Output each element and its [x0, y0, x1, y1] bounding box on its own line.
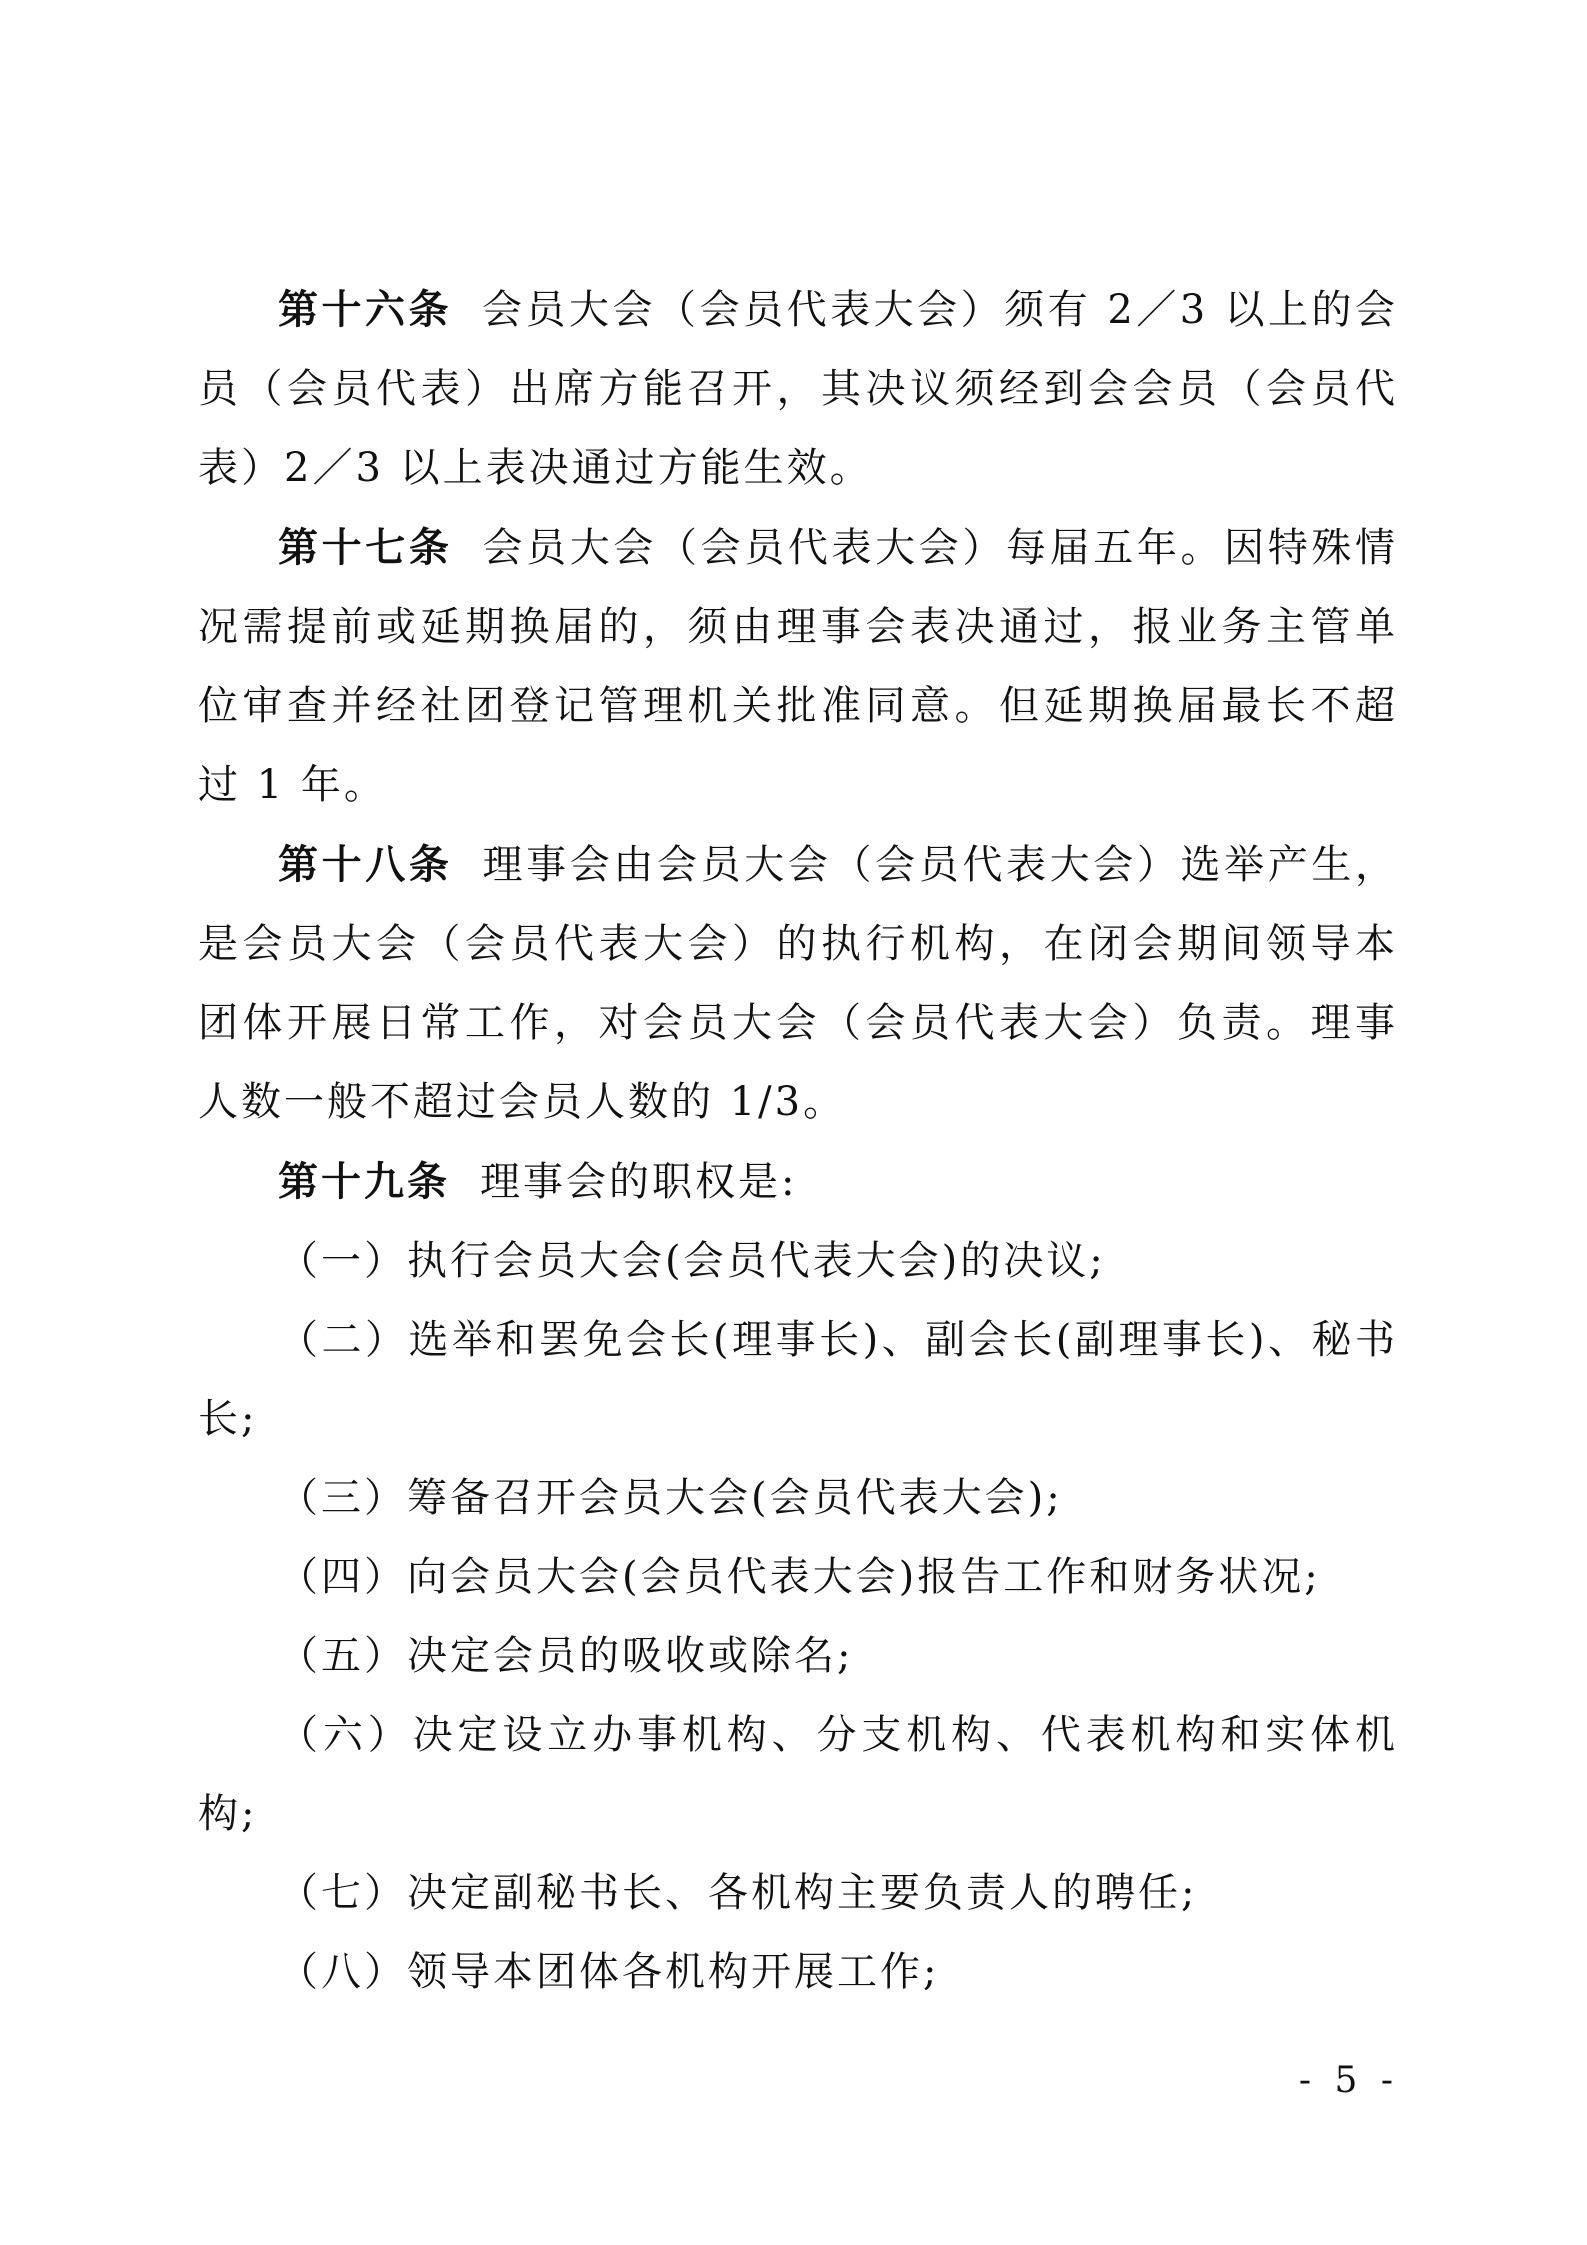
article-text: 会员大会（会员代表大会）须有 2／3 以上的会员（会员代表）出席方能召开，其决议须经到会会员（会员代表）2／3 以上表决通过方能生效。 [198, 287, 1399, 491]
article-label: 第十六条 [278, 286, 453, 333]
article-18 [198, 825, 1398, 1142]
article-19 [198, 1142, 1398, 1222]
list-item: （一）执行会员大会(会员代表大会)的决议; [278, 1238, 1106, 1284]
article-text: 理事会的职权是: [480, 1159, 798, 1205]
article-label: 第十八条 [278, 841, 453, 888]
article-16 [198, 270, 1398, 508]
list-item: （七）决定副秘书长、各机构主要负责人的聘任; [278, 1870, 1198, 1916]
list-item: （二）选举和罢免会长(理事长)、副会长(副理事长)、秘书长; [198, 1317, 1398, 1442]
article-17 [198, 508, 1398, 825]
list-item: （六）决定设立办事机构、分支机构、代表机构和实体机构; [198, 1712, 1398, 1837]
list-item: （五）决定会员的吸收或除名; [278, 1633, 854, 1679]
list-item: （四）向会员大会(会员代表大会)报告工作和财务状况; [278, 1554, 1321, 1600]
list-item: （三）筹备召开会员大会(会员代表大会); [278, 1475, 1063, 1521]
article-text: 会员大会（会员代表大会）每届五年。因特殊情况需提前或延期换届的，须由理事会表决通过，报业务主管单位审查并经社团登记管理机关批准同意。但延期换届最长不超过 1 年。 [198, 525, 1398, 808]
page-number: - 5 - [1298, 2060, 1399, 2101]
article-text: 理事会由会员大会（会员代表大会）选举产生，是会员大会（会员代表大会）的执行机构，在闭会期间领导本团体开展日常工作，对会员大会（会员代表大会）负责。理事人数一般不超过会员人数的 1/3。 [198, 842, 1398, 1125]
article-label: 第十七条 [278, 524, 453, 571]
document-body [198, 270, 1398, 2012]
article-label: 第十九条 [278, 1158, 450, 1205]
list-item: （八）领导本团体各机构开展工作; [278, 1949, 940, 1995]
